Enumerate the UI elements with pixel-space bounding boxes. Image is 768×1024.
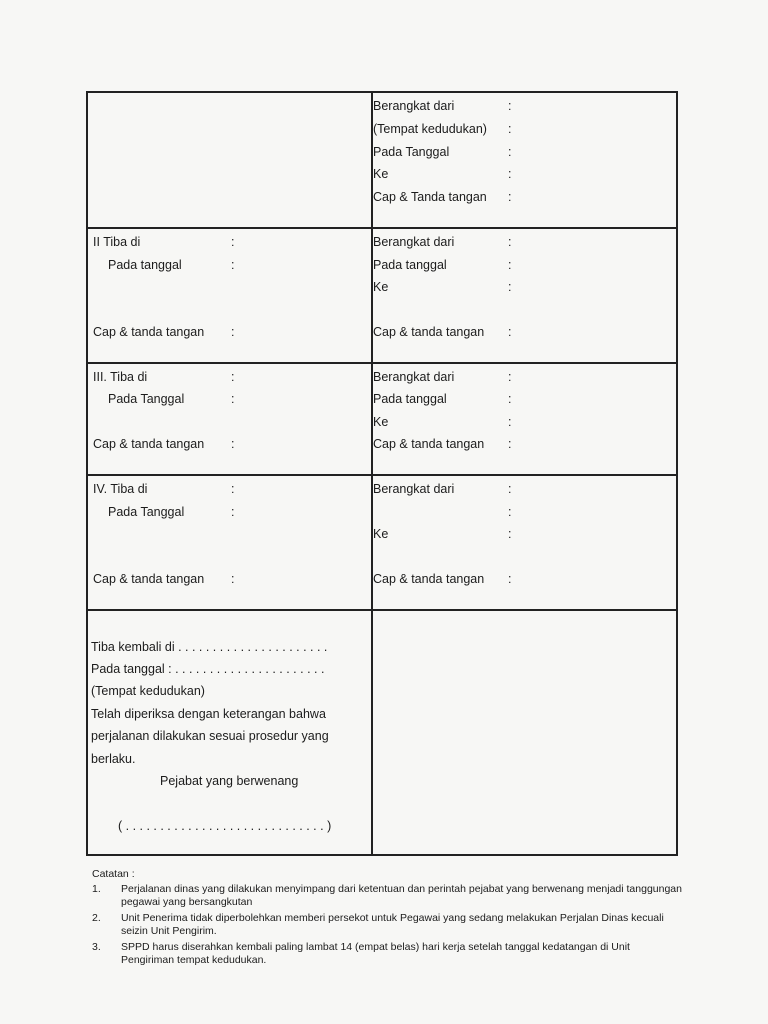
colon: : [508, 145, 512, 159]
row-divider [88, 609, 676, 611]
note-text: Perjalanan dinas yang dilakukan menyimpang dari ketentuan dan perintah pejabat yang berwenang menjadi tanggungan pegawai yang bersangkutan [121, 883, 682, 908]
row-divider [88, 474, 676, 476]
verification-text: berlaku. [91, 752, 136, 766]
note-item [92, 941, 682, 967]
row2-left-label: Cap & tanda tangan [93, 325, 205, 339]
row3-right-label: Berangkat dari [373, 370, 455, 384]
row2-left-label: Pada tanggal [108, 258, 182, 272]
row2-left-label: II Tiba di [93, 235, 141, 249]
row3-left-label: Pada Tanggal [108, 392, 185, 406]
return-date-field: Pada tanggal : . . . . . . . . . . . . . . . . . . . . . . [91, 662, 325, 676]
colon: : [508, 325, 512, 339]
note-text: Unit Penerima tidak diperbolehkan memberi persekot untuk Pegawai yang sedang melakukan Perjalan Dinas kecuali seizin Unit Pengirim. [121, 912, 664, 937]
row4-left-label: Pada Tanggal [108, 505, 185, 519]
home-base-label: (Tempat kedudukan) [91, 684, 205, 698]
colon: : [508, 122, 512, 136]
colon: : [231, 370, 235, 384]
notes-title: Catatan : [92, 868, 135, 880]
colon: : [508, 280, 512, 294]
colon: : [231, 482, 235, 496]
row1-right-label: (Tempat kedudukan) [373, 122, 487, 136]
row1-right-label: Cap & Tanda tangan [373, 190, 487, 204]
colon: : [508, 527, 512, 541]
row3-left-label: III. Tiba di [93, 370, 148, 384]
colon: : [508, 415, 512, 429]
note-number: 3. [92, 941, 101, 953]
row3-right-label: Pada tanggal [373, 392, 447, 406]
row3-right-label: Ke [373, 415, 389, 429]
signature-line: ( . . . . . . . . . . . . . . . . . . . . . . . . . . . . . ) [118, 819, 332, 833]
row-divider [88, 362, 676, 364]
colon: : [231, 437, 235, 451]
colon: : [508, 370, 512, 384]
row1-right-label: Berangkat dari [373, 99, 455, 113]
colon: : [231, 235, 235, 249]
colon: : [508, 235, 512, 249]
colon: : [231, 325, 235, 339]
colon: : [508, 437, 512, 451]
row4-right-label: Cap & tanda tangan [373, 572, 485, 586]
row4-right-label: Ke [373, 527, 389, 541]
colon: : [508, 505, 512, 519]
colon: : [508, 572, 512, 586]
note-item [92, 912, 682, 938]
row3-right-label: Cap & tanda tangan [373, 437, 485, 451]
row3-left-label: Cap & tanda tangan [93, 437, 205, 451]
verification-text: Telah diperiksa dengan keterangan bahwa [91, 707, 326, 721]
colon: : [231, 572, 235, 586]
row4-right-label: Berangkat dari [373, 482, 455, 496]
colon: : [508, 258, 512, 272]
colon: : [231, 258, 235, 272]
row1-right-label: Ke [373, 167, 389, 181]
row4-left-label: IV. Tiba di [93, 482, 148, 496]
row-divider [88, 227, 676, 229]
colon: : [508, 392, 512, 406]
colon: : [508, 482, 512, 496]
colon: : [508, 167, 512, 181]
return-place-field: Tiba kembali di . . . . . . . . . . . . . . . . . . . . . . [91, 640, 328, 654]
colon: : [508, 99, 512, 113]
colon: : [231, 505, 235, 519]
row2-right-label: Ke [373, 280, 389, 294]
note-item [92, 883, 682, 909]
note-number: 2. [92, 912, 101, 924]
row4-left-label: Cap & tanda tangan [93, 572, 205, 586]
notes-section [92, 868, 682, 970]
verification-text: perjalanan dilakukan sesuai prosedur yang [91, 729, 329, 743]
column-divider [371, 610, 373, 854]
row2-right-label: Berangkat dari [373, 235, 455, 249]
row2-right-label: Cap & tanda tangan [373, 325, 485, 339]
official-title: Pejabat yang berwenang [160, 774, 299, 788]
colon: : [231, 392, 235, 406]
note-number: 1. [92, 883, 101, 895]
row2-right-label: Pada tanggal [373, 258, 447, 272]
colon: : [508, 190, 512, 204]
note-text: SPPD harus diserahkan kembali paling lambat 14 (empat belas) hari kerja setelah tanggal kedatangan di Unit Pengiriman tempat kedudukan. [121, 941, 630, 966]
row1-right-label: Pada Tanggal [373, 145, 450, 159]
